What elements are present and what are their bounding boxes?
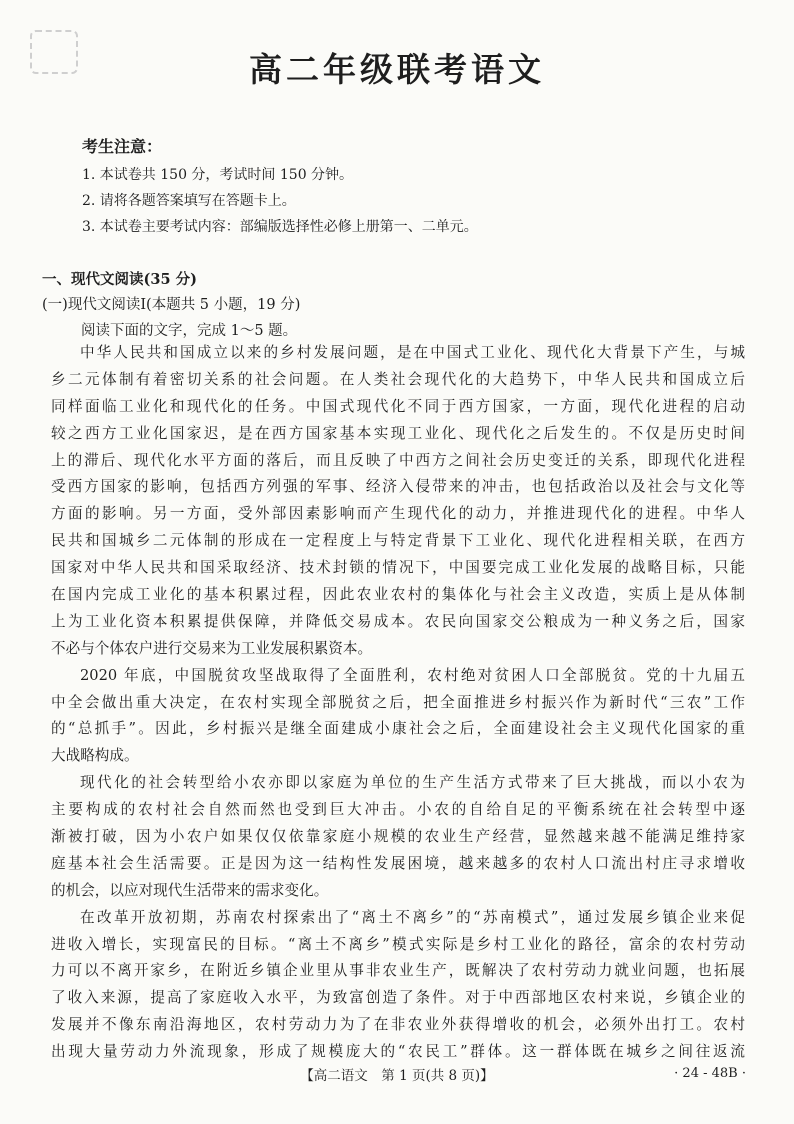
passage-line: 上的滞后、现代化水平方面的落后，而且反映了中西方之间社会历史变迁的关系，即现代化进程 xyxy=(51,451,745,469)
passage-line: 渐被打破，因为小农户如果仅仅依靠家庭小规模的农业生产经营，显然越来越不能满足维持家 xyxy=(51,828,745,846)
passage-line: 的机会，以应对现代生活带来的需求变化。 xyxy=(51,881,329,899)
passage-line: 国家对中华人民共和国采取经济、技术封锁的情况下，中国要完成工业化发展的战略目标，只能 xyxy=(51,559,745,577)
notice-item: 3. 本试卷主要考试内容：部编版选择性必修上册第一、二单元。 xyxy=(82,219,478,235)
candidate-notice xyxy=(82,134,722,240)
notice-item: 1. 本试卷共 150 分，考试时间 150 分钟。 xyxy=(82,167,354,183)
notice-item: 2. 请将各题答案填写在答题卡上。 xyxy=(82,193,296,209)
passage-line: 方面的影响。另一方面，受外部因素影响而产生现代化的动力，并推进现代化的进程。中华人 xyxy=(51,505,745,523)
passage-line: 乡二元体制有着密切关系的社会问题。在人类社会现代化的大趋势下，中华人民共和国成立后 xyxy=(51,370,745,388)
passage-line: 在国内完成工业化的基本积累过程，因此农业农村的集体化与社会主义改造，实质上是从体制 xyxy=(51,586,745,604)
passage-line: 中华人民共和国成立以来的乡村发展问题，是在中国式工业化、现代化大背景下产生，与城 xyxy=(80,344,745,361)
passage-line: 力可以不离开家乡，在附近乡镇企业里从事非农业生产，既解决了农村劳动力就业问题，也拓展 xyxy=(51,962,745,980)
passage-line: 不必与个体农户进行交易来为工业发展积累资本。 xyxy=(51,639,373,657)
passage-line: 上为工业化资本积累提供保障，并降低交易成本。农民向国家交公粮成为一种义务之后，国家 xyxy=(51,612,745,630)
reading-instruction: 阅读下面的文字，完成 1～5 题。 xyxy=(81,323,298,339)
subsection-heading: (一)现代文阅读Ⅰ(本题共 5 小题，19 分) xyxy=(42,297,301,313)
passage-line: 中全会做出重大决定，在农村实现全部脱贫之后，把全面推进乡村振兴作为新时代“三农”工作 xyxy=(51,693,745,711)
passage-line: 现代化的社会转型给小农亦即以家庭为单位的生产生活方式带来了巨大挑战，而以小农为 xyxy=(80,774,745,792)
passage-line: 进收入增长，实现富民的目标。“离土不离乡”模式实际是乡村工业化的路径，富余的农村劳动 xyxy=(51,935,745,953)
notice-heading: 考生注意： xyxy=(82,137,163,156)
exam-title: 高二年级联考语文 xyxy=(249,50,545,89)
passage-line: 较之西方工业化国家迟，是在西方国家基本实现工业化、现代化之后发生的。不仅是历史时间 xyxy=(51,424,745,442)
passage-line: 庭基本社会生活需要。正是因为这一结构性发展困境，越来越多的农村人口流出村庄寻求增收 xyxy=(51,854,745,872)
paper-code: · 24 - 48B · xyxy=(674,1066,746,1081)
section-heading: 一、现代文阅读(35 分) xyxy=(42,271,197,288)
passage-line: 主要构成的农村社会自然而然也受到巨大冲击。小农的自给自足的平衡系统在社会转型中逐 xyxy=(51,801,745,819)
passage-text xyxy=(51,340,745,1066)
passage-line: 受西方国家的影响，包括西方列强的军事、经济入侵带来的冲击，也包括政治以及社会与文化等 xyxy=(51,478,745,496)
passage-line: 出现大量劳动力外流现象，形成了规模庞大的“农民工”群体。这一群体既在城乡之间往返流 xyxy=(51,1043,745,1061)
page-footer: 【高二语文 第 1 页(共 8 页)】 xyxy=(300,1068,494,1084)
passage-line: 了收入来源，提高了家庭收入水平，为致富创造了条件。对于中西部地区农村来说，乡镇企业的 xyxy=(51,989,745,1007)
passage-line: 同样面临工业化和现代化的任务。中国式现代化不同于西方国家，一方面，现代化进程的启动 xyxy=(51,397,745,415)
passage-line: 发展并不像东南沿海地区，农村劳动力为了在非农业外获得增收的机会，必须外出打工。农村 xyxy=(51,1016,745,1034)
passage-line: 2020 年底，中国脱贫攻坚战取得了全面胜利，农村绝对贫困人口全部脱贫。党的十九届五 xyxy=(80,666,745,684)
passage-line: 大战略构成。 xyxy=(51,747,139,765)
passage-line: 的“总抓手”。因此，乡村振兴是继全面建成小康社会之后，全面建设社会主义现代化国家的重 xyxy=(51,720,745,738)
passage-line: 民共和国城乡二元体制的形成在一定程度上与特定背景下工业化、现代化进程相关联，在西方 xyxy=(51,532,745,550)
passage-line: 在改革开放初期，苏南农村探索出了“离土不离乡”的“苏南模式”，通过发展乡镇企业来促 xyxy=(80,908,745,926)
